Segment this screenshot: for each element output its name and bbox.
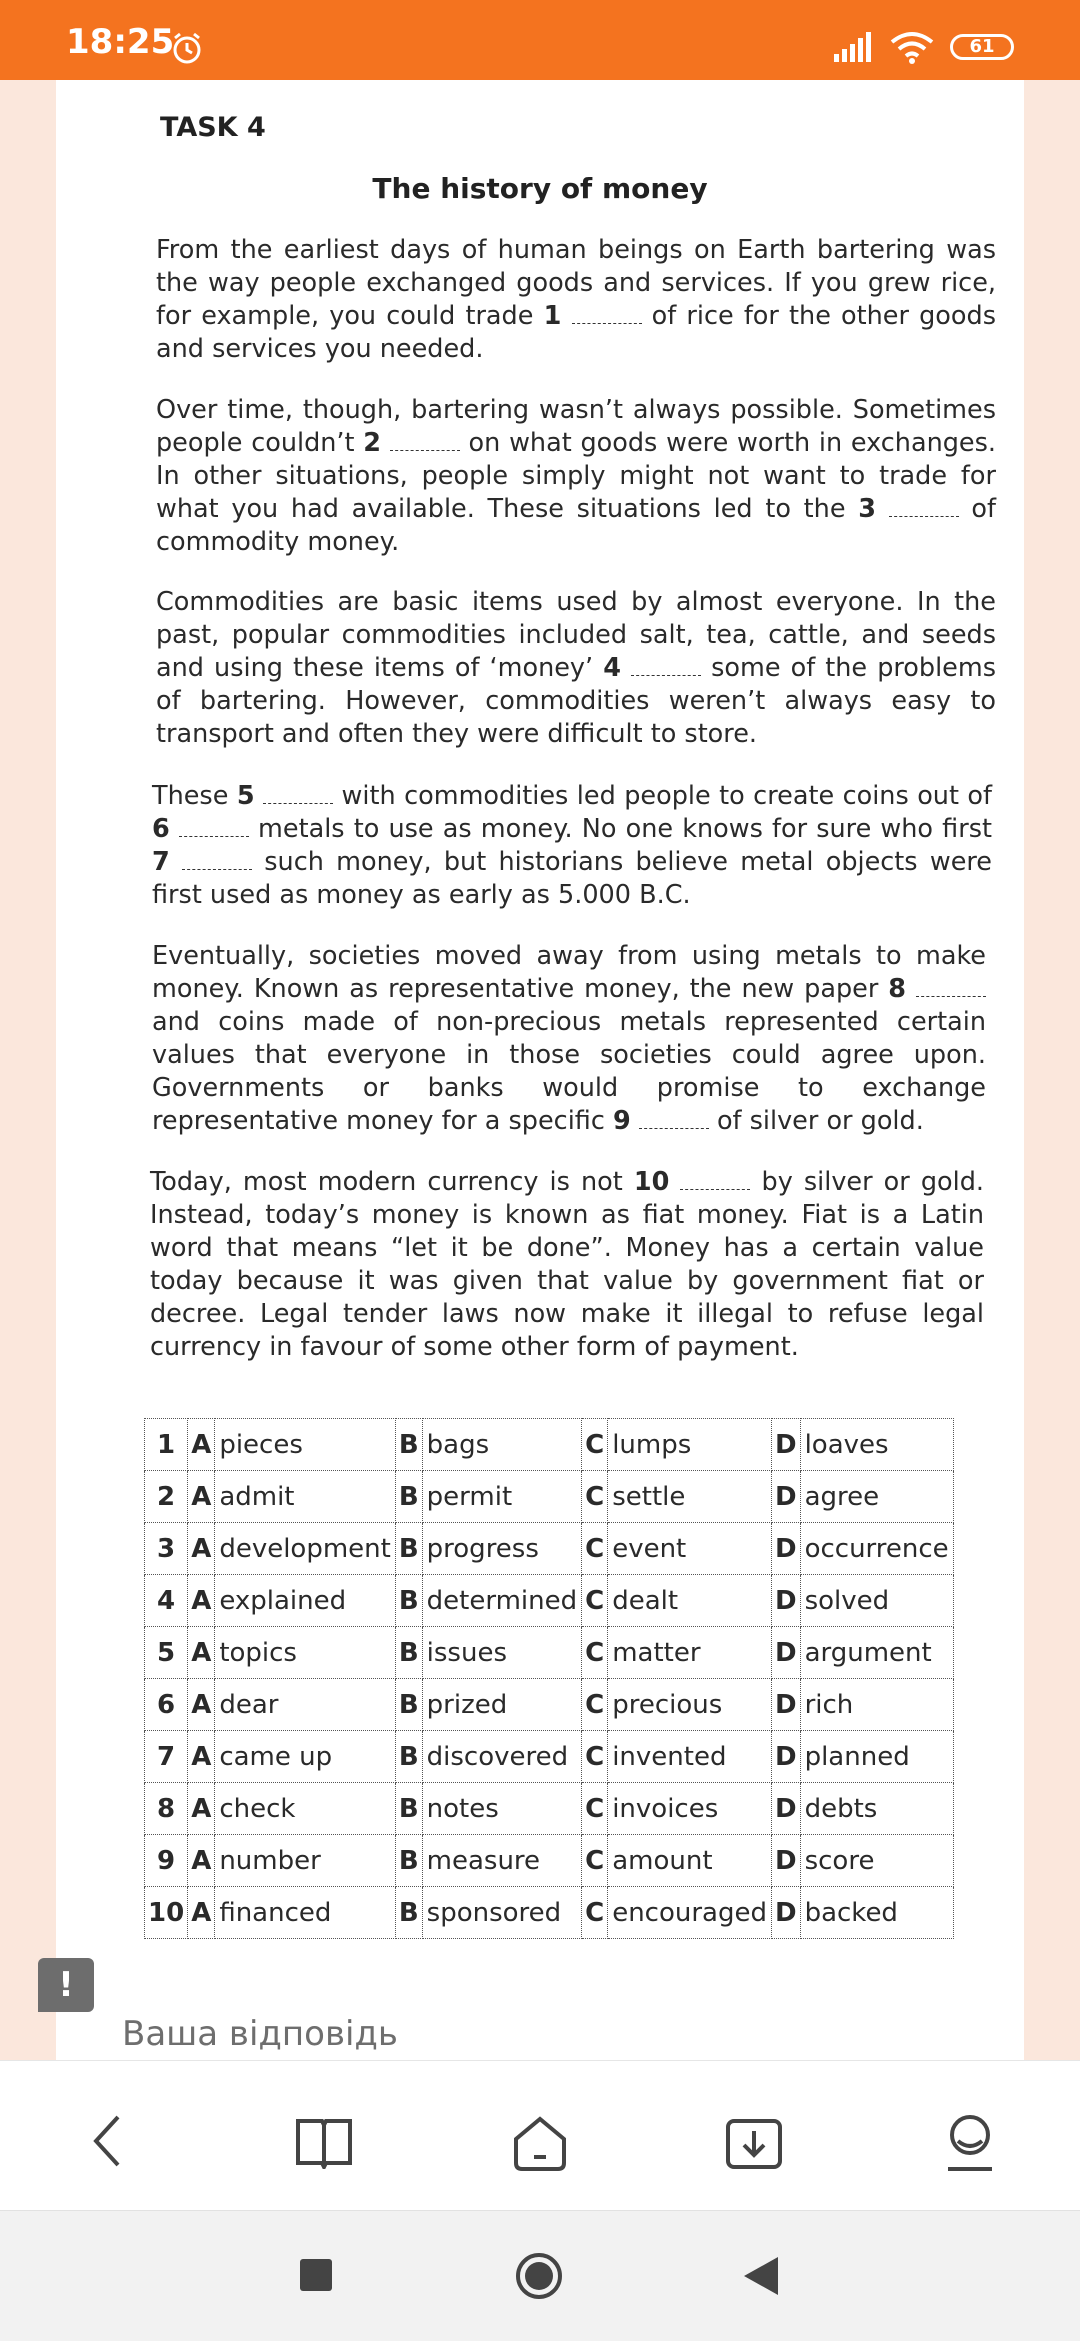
option-letter: B xyxy=(395,1887,422,1939)
option-letter: C xyxy=(582,1471,608,1523)
gap-number: 5 xyxy=(236,781,255,811)
option-word: precious xyxy=(608,1679,772,1731)
paragraph xyxy=(156,394,996,559)
profile-icon[interactable] xyxy=(942,2113,998,2177)
option-letter: C xyxy=(582,1731,608,1783)
feedback-button[interactable]: ! xyxy=(38,1958,94,2012)
paragraph xyxy=(152,780,992,912)
option-letter: A xyxy=(188,1419,215,1471)
option-letter: D xyxy=(771,1887,800,1939)
paragraph-text: From the earliest days of human beings on Earth bartering was the way people exchanged goods and services. If you grew rice, for example, you could trade xyxy=(156,235,996,331)
gap-number: 2 xyxy=(363,428,382,458)
question-number: 8 xyxy=(145,1783,188,1835)
document-title: The history of money xyxy=(372,172,708,205)
option-row xyxy=(145,1419,954,1471)
paragraph-text: These xyxy=(152,781,237,811)
system-nav-bar xyxy=(0,2210,1080,2341)
gap-blank xyxy=(390,449,460,451)
question-number: 7 xyxy=(145,1731,188,1783)
option-letter: D xyxy=(771,1471,800,1523)
option-letter: C xyxy=(582,1679,608,1731)
paragraph-text: of commodity money. xyxy=(156,494,996,557)
option-letter: D xyxy=(771,1731,800,1783)
gap-number: 10 xyxy=(633,1167,670,1197)
paragraph-text: metals to use as money. No one knows for sure who first xyxy=(248,814,992,844)
question-number: 2 xyxy=(145,1471,188,1523)
option-word: matter xyxy=(608,1627,772,1679)
option-letter: C xyxy=(582,1523,608,1575)
option-word: admit xyxy=(215,1471,396,1523)
question-number: 1 xyxy=(145,1419,188,1471)
option-word: check xyxy=(215,1783,396,1835)
back-icon[interactable] xyxy=(88,2113,128,2173)
gap-number: 9 xyxy=(612,1106,631,1136)
paragraph-text: by silver or gold. Instead, today’s money is known as fiat money. Fiat is a Latin word that means “let it be done”. Money has a certain value today because it was given that value by government fiat or decree. Legal tender laws now make it illegal to refuse legal currency in favour of some other form of payment. xyxy=(150,1167,984,1362)
question-number: 5 xyxy=(145,1627,188,1679)
gap-number: 8 xyxy=(888,974,907,1004)
option-letter: C xyxy=(582,1419,608,1471)
gap-number: 6 xyxy=(152,814,170,844)
gap-number: 7 xyxy=(152,847,170,877)
gap-blank xyxy=(680,1188,750,1190)
option-letter: A xyxy=(188,1471,215,1523)
option-word: determined xyxy=(422,1575,581,1627)
option-word: loaves xyxy=(800,1419,953,1471)
task-label: TASK 4 xyxy=(160,112,266,143)
option-word: planned xyxy=(800,1731,953,1783)
option-word: notes xyxy=(422,1783,581,1835)
option-word: score xyxy=(800,1835,953,1887)
option-letter: A xyxy=(188,1679,215,1731)
option-word: backed xyxy=(800,1887,953,1939)
paragraph-text: Commodities are basic items used by almost everyone. In the past, popular commodities included salt, tea, cattle, and seeds and using these items of ‘money’ xyxy=(156,587,996,683)
option-row xyxy=(145,1887,954,1939)
option-letter: D xyxy=(771,1523,800,1575)
wifi-icon xyxy=(890,30,934,68)
option-letter: A xyxy=(188,1627,215,1679)
option-letter: D xyxy=(771,1679,800,1731)
option-letter: C xyxy=(582,1575,608,1627)
question-number: 4 xyxy=(145,1575,188,1627)
option-letter: A xyxy=(188,1523,215,1575)
option-letter: A xyxy=(188,1835,215,1887)
option-word: debts xyxy=(800,1783,953,1835)
option-word: lumps xyxy=(608,1419,772,1471)
status-time: 18:25 xyxy=(66,22,175,62)
option-letter: B xyxy=(395,1471,422,1523)
option-letter: D xyxy=(771,1575,800,1627)
paragraph-text: such money, but historians believe metal objects were first used as money as early as 5.000 B.C. xyxy=(152,847,992,910)
paragraph-text: and coins made of non-precious metals represented certain values that everyone in those societies could agree upon. Governments or banks would promise to exchange representative money for a specific xyxy=(152,1007,986,1136)
option-word: argument xyxy=(800,1627,953,1679)
option-word: invoices xyxy=(608,1783,772,1835)
option-letter: B xyxy=(395,1627,422,1679)
home-icon[interactable] xyxy=(510,2113,570,2177)
gap-blank xyxy=(263,802,333,804)
paragraph-text: on what goods were worth in exchanges. In other situations, people simply might not want to trade for what you had available. These situations led to the xyxy=(156,428,996,524)
option-letter: B xyxy=(395,1835,422,1887)
question-number: 9 xyxy=(145,1835,188,1887)
gap-number: 4 xyxy=(603,653,621,683)
option-word: amount xyxy=(608,1835,772,1887)
gap-blank xyxy=(631,674,701,676)
paragraph xyxy=(152,940,986,1138)
paragraph-text: of rice for the other goods and services you needed. xyxy=(156,301,996,364)
home-icon[interactable] xyxy=(514,2251,564,2305)
option-word: sponsored xyxy=(422,1887,581,1939)
option-letter: C xyxy=(582,1835,608,1887)
paragraph-text: Today, most modern currency is not xyxy=(150,1167,634,1197)
option-word: came up xyxy=(215,1731,396,1783)
option-letter: B xyxy=(395,1575,422,1627)
option-letter: D xyxy=(771,1783,800,1835)
recents-icon[interactable] xyxy=(300,2259,332,2295)
option-letter: B xyxy=(395,1523,422,1575)
option-word: discovered xyxy=(422,1731,581,1783)
option-row xyxy=(145,1523,954,1575)
gap-blank xyxy=(182,868,252,870)
option-word: pieces xyxy=(215,1419,396,1471)
paragraph-text: Eventually, societies moved away from using metals to make money. Known as representative money, the new paper xyxy=(152,941,986,1004)
gap-blank xyxy=(179,835,249,837)
option-letter: C xyxy=(582,1627,608,1679)
option-word: number xyxy=(215,1835,396,1887)
option-letter: B xyxy=(395,1731,422,1783)
option-word: invented xyxy=(608,1731,772,1783)
question-number: 3 xyxy=(145,1523,188,1575)
gap-blank xyxy=(916,995,986,997)
option-word: topics xyxy=(215,1627,396,1679)
option-letter: C xyxy=(582,1783,608,1835)
option-word: explained xyxy=(215,1575,396,1627)
status-bar xyxy=(0,0,1080,80)
option-word: prized xyxy=(422,1679,581,1731)
bottom-toolbar xyxy=(0,2060,1080,2211)
paragraph xyxy=(150,1166,984,1364)
option-word: progress xyxy=(422,1523,581,1575)
back-icon[interactable] xyxy=(744,2257,778,2299)
option-word: bags xyxy=(422,1419,581,1471)
answer-label[interactable]: Ваша відповідь xyxy=(122,2014,398,2054)
option-word: rich xyxy=(800,1679,953,1731)
option-word: settle xyxy=(608,1471,772,1523)
paragraph-text: some of the problems of bartering. However, commodities weren’t always easy to transport and often they were difficult to store. xyxy=(156,653,996,749)
gap-blank xyxy=(889,515,959,517)
option-word: financed xyxy=(215,1887,396,1939)
gap-blank xyxy=(572,322,642,324)
option-word: development xyxy=(215,1523,396,1575)
option-word: encouraged xyxy=(608,1887,772,1939)
paragraph-text: Over time, though, bartering wasn’t always possible. Sometimes people couldn’t xyxy=(156,395,996,458)
paragraph-text: with commodities led people to create coins out of xyxy=(333,781,993,811)
paragraph xyxy=(156,234,996,366)
option-word: agree xyxy=(800,1471,953,1523)
gap-number: 3 xyxy=(858,494,876,524)
book-icon[interactable] xyxy=(294,2113,354,2173)
option-word: dear xyxy=(215,1679,396,1731)
option-row xyxy=(145,1731,954,1783)
signal-icon xyxy=(834,32,876,66)
page-area xyxy=(0,80,1080,2060)
battery-icon: 61 xyxy=(950,34,1014,60)
option-word: issues xyxy=(422,1627,581,1679)
gap-blank xyxy=(639,1127,709,1129)
document-image xyxy=(56,80,1024,2060)
option-row xyxy=(145,1783,954,1835)
option-row xyxy=(145,1471,954,1523)
option-letter: A xyxy=(188,1575,215,1627)
option-row xyxy=(145,1575,954,1627)
option-row xyxy=(145,1679,954,1731)
download-icon[interactable] xyxy=(724,2113,784,2177)
options-table xyxy=(144,1418,954,1939)
option-letter: C xyxy=(582,1887,608,1939)
option-letter: A xyxy=(188,1731,215,1783)
question-number: 10 xyxy=(145,1887,188,1939)
paragraph xyxy=(156,586,996,751)
option-word: dealt xyxy=(608,1575,772,1627)
gap-number: 1 xyxy=(543,301,562,331)
option-word: event xyxy=(608,1523,772,1575)
option-word: measure xyxy=(422,1835,581,1887)
option-letter: B xyxy=(395,1783,422,1835)
option-letter: B xyxy=(395,1419,422,1471)
alarm-icon xyxy=(170,32,204,70)
option-word: permit xyxy=(422,1471,581,1523)
option-letter: D xyxy=(771,1627,800,1679)
option-row xyxy=(145,1627,954,1679)
paragraph-text: of silver or gold. xyxy=(708,1106,924,1136)
option-letter: D xyxy=(771,1835,800,1887)
option-word: solved xyxy=(800,1575,953,1627)
question-number: 6 xyxy=(145,1679,188,1731)
option-word: occurrence xyxy=(800,1523,953,1575)
option-row xyxy=(145,1835,954,1887)
option-letter: D xyxy=(771,1419,800,1471)
option-letter: A xyxy=(188,1783,215,1835)
option-letter: A xyxy=(188,1887,215,1939)
option-letter: B xyxy=(395,1679,422,1731)
